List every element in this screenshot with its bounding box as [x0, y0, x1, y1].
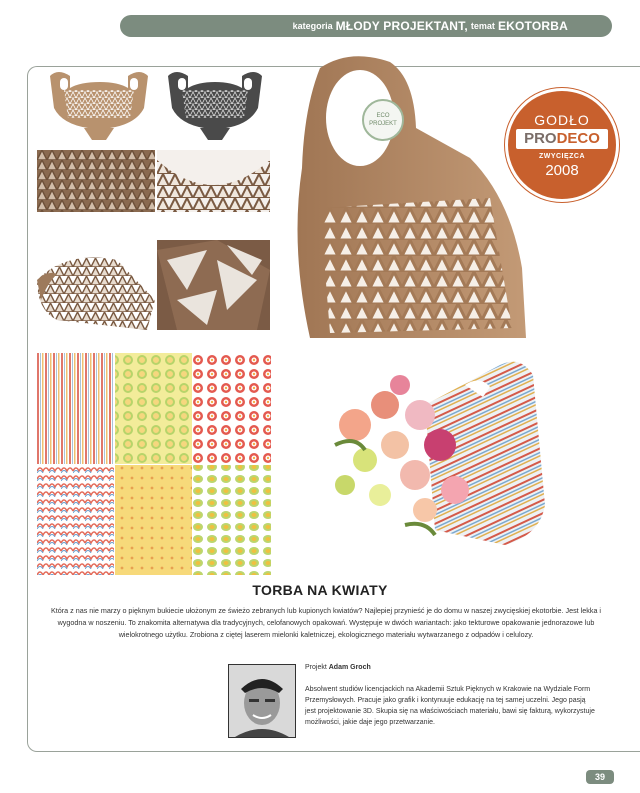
closeup-photo-3 [37, 240, 155, 330]
pattern-swatch-grid [37, 353, 271, 575]
author-portrait [228, 664, 296, 738]
eco-projekt-stamp [362, 99, 404, 141]
author-bio: Absolwent studiów licencjackich na Akademii Sztuk Pięknych w Krakowie na Wydziale Form Przemysłowych. Pracuje jako grafik i kontynuuje edukację na tej samej uczelni. Jego pasją jest projektowanie 3D. Skupia się na właściwościach materiału, bawi się fakturą, wykorzystuje możliwości, jakie daje jego przetwarzanie. [305, 686, 595, 726]
author-label: Projekt [305, 664, 327, 671]
page-number: 39 [586, 770, 614, 784]
flat-template-photo-cardboard [40, 68, 158, 146]
author-credit [305, 664, 371, 671]
badge-year: 2008 [545, 162, 579, 179]
bag-hero-photo [290, 48, 530, 353]
kategoria-label: kategoria [292, 21, 333, 31]
eco-stamp-line2: PROJEKT [369, 121, 397, 127]
topic-name: EKOTORBA [497, 19, 568, 33]
closeup-photo-4 [157, 240, 270, 330]
badge-brand [516, 129, 608, 149]
prodeco-award-badge [505, 88, 619, 202]
flower-bag-photo [305, 345, 550, 560]
category-header [120, 15, 612, 37]
badge-brand-deco: DECO [556, 130, 600, 147]
badge-winner-label: ZWYCIĘZCA [538, 153, 586, 160]
temat-label: temat [470, 21, 495, 31]
closeup-photo-1 [37, 150, 155, 212]
closeup-photo-2 [157, 150, 270, 212]
article-title: TORBA NA KWIATY [252, 582, 388, 598]
category-name: MŁODY PROJEKTANT, [335, 19, 468, 33]
badge-brand-pro: PRO [524, 130, 557, 147]
author-name: Adam Groch [328, 664, 371, 671]
eco-stamp-line1: ECO [376, 113, 390, 119]
flat-template-photo-dark [160, 68, 270, 146]
badge-title: GODŁO [534, 112, 590, 128]
article-description: Która z nas nie marzy o pięknym bukiecie ułożonym ze świeżo zebranych lub kupionych kwiatów? Najlepiej przynieść je do domu w naszej zwycięskiej ekotorbie. Jest lekka i wygodna w noszeniu. To znakomita alternatywa dla tradycyjnych, celofanowych opakowań. Występuje w dwóch wariantach: jako tekturowe opakowanie jednorazowe lub wielokrotnego użytku. Zrobiona z ciętej laserem mielonki kaletniczej, ekologicznego materiału wytwarzanego z odpadów i celulozy. [50, 606, 602, 639]
